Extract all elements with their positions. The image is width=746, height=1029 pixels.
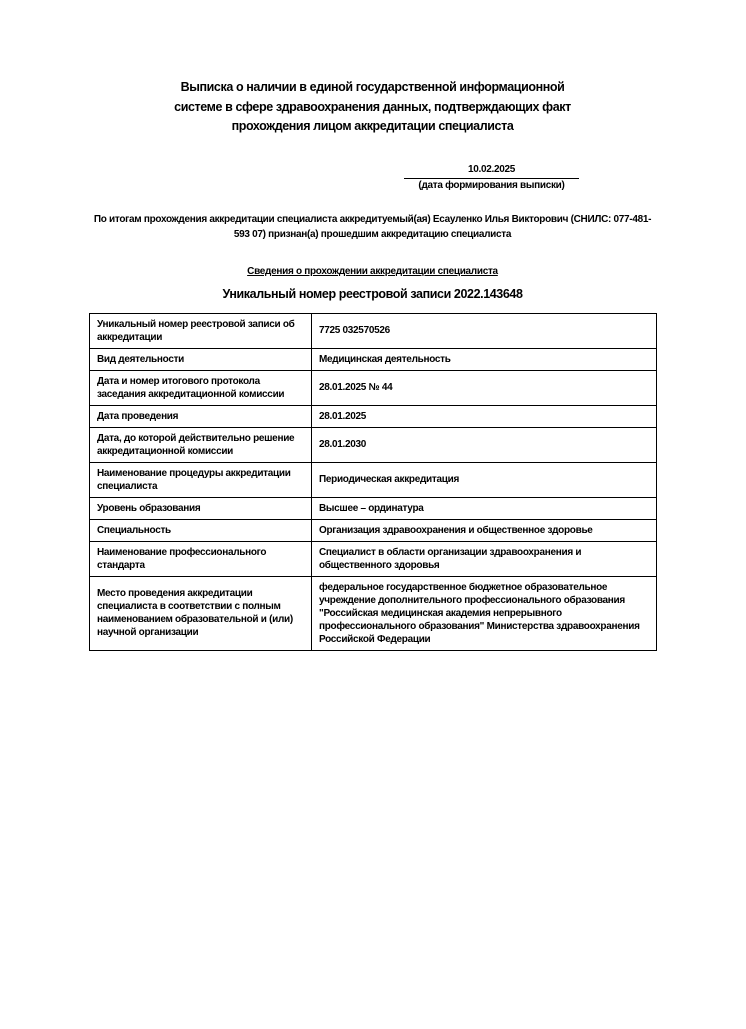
row-value: 28.01.2025 № 44 xyxy=(312,370,657,405)
table-row-protocol-date-number xyxy=(90,370,657,405)
row-label: Место проведения аккредитации специалиста в соответствии с полным наименованием образовательной и (или) научной организации xyxy=(90,576,312,650)
extract-date: 10.02.2025 xyxy=(404,164,579,179)
row-label: Наименование профессионального стандарта xyxy=(90,541,312,576)
title-line-2: системе в сфере здравоохранения данных, подтверждающих факт xyxy=(174,99,571,114)
row-label: Дата и номер итогового протокола заседания аккредитационной комиссии xyxy=(90,370,312,405)
table-row-conduct-date xyxy=(90,405,657,427)
row-label: Уровень образования xyxy=(90,497,312,519)
table-row-valid-until-date xyxy=(90,427,657,462)
section-heading: Сведения о прохождении аккредитации специалиста xyxy=(247,265,498,277)
document-title xyxy=(89,78,656,137)
table-row-accreditation-place xyxy=(90,576,657,650)
row-value: 7725 032570526 xyxy=(312,313,657,348)
row-value: 28.01.2025 xyxy=(312,405,657,427)
row-value: Медицинская деятельность xyxy=(312,348,657,370)
table-row-education-level xyxy=(90,497,657,519)
title-line-3: прохождения лицом аккредитации специалиста xyxy=(231,119,514,133)
row-label: Дата, до которой действительно решение аккредитационной комиссии xyxy=(90,427,312,462)
table-row-activity-type xyxy=(90,348,657,370)
row-label: Уникальный номер реестровой записи об аккредитации xyxy=(90,313,312,348)
accreditation-details-table xyxy=(89,313,657,651)
row-value: Специалист в области организации здравоохранения и общественного здоровья xyxy=(312,541,657,576)
table-row-registry-number xyxy=(90,313,657,348)
row-value: федеральное государственное бюджетное образовательное учреждение дополнительного профессионального образования "Российская медицинская академия непрерывного профессионального образования" Министерства здравоохранения Российской Федерации xyxy=(312,576,657,650)
row-label: Вид деятельности xyxy=(90,348,312,370)
table-row-procedure-name xyxy=(90,462,657,497)
row-value: Организация здравоохранения и общественное здоровье xyxy=(312,519,657,541)
row-value: Высшее – ординатура xyxy=(312,497,657,519)
extract-date-block xyxy=(404,164,579,192)
table-row-professional-standard xyxy=(90,541,657,576)
row-value: 28.01.2030 xyxy=(312,427,657,462)
document-content xyxy=(89,78,656,651)
row-label: Наименование процедуры аккредитации специалиста xyxy=(90,462,312,497)
title-line-1: Выписка о наличии в единой государственной информационной xyxy=(180,80,565,94)
accreditation-summary: По итогам прохождения аккредитации специалиста аккредитуемый(ая) Есауленко Илья Викторович (СНИЛС: 077-481-593 07) признан(а) прошедшим аккредитацию специалиста xyxy=(93,213,652,240)
registry-number-heading: Уникальный номер реестровой записи 2022.143648 xyxy=(222,286,523,301)
row-label: Специальность xyxy=(90,519,312,541)
table-row-specialty xyxy=(90,519,657,541)
row-label: Дата проведения xyxy=(90,405,312,427)
row-value: Периодическая аккредитация xyxy=(312,462,657,497)
extract-date-caption: (дата формирования выписки) xyxy=(418,179,565,191)
